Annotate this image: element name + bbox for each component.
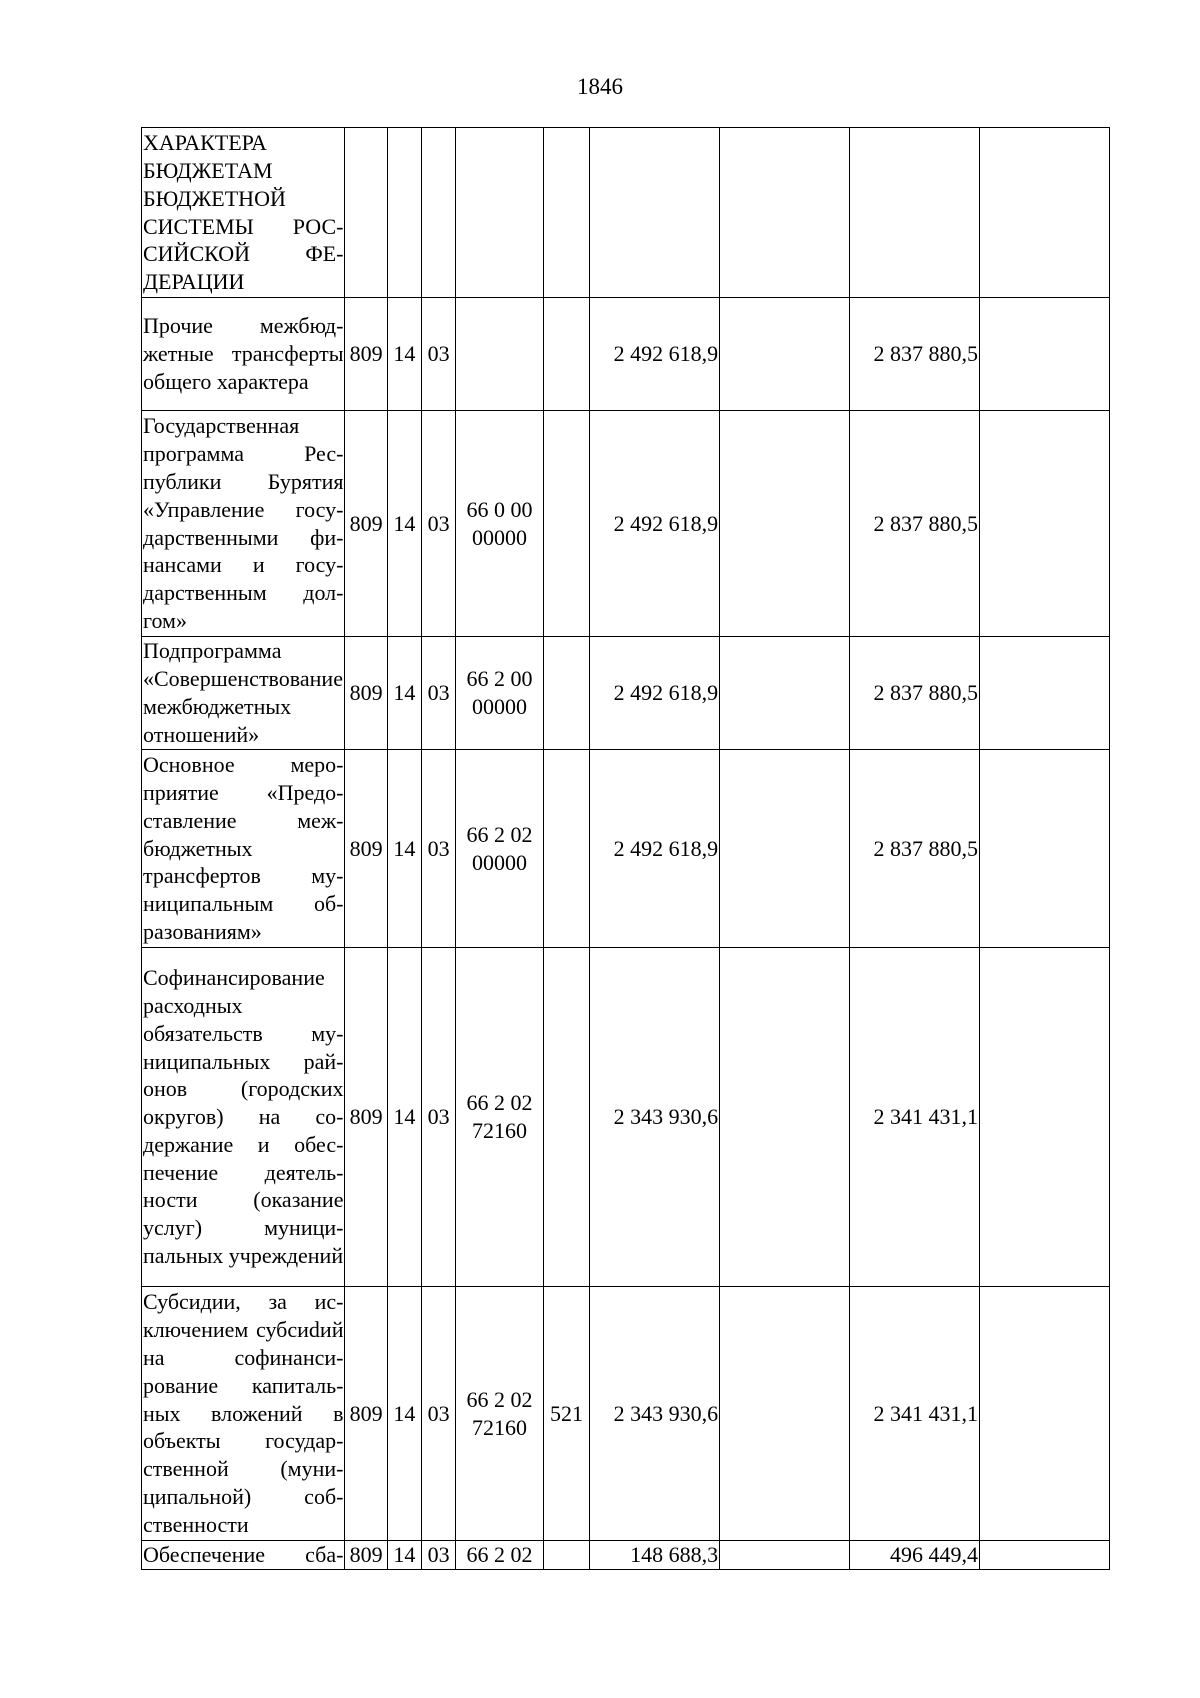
amount-3 — [850, 128, 980, 298]
section-code: 14 — [387, 411, 421, 637]
target-article-code: 66 2 02 72160 — [456, 1287, 544, 1541]
section-code: 14 — [387, 750, 421, 948]
expense-type-code: 521 — [543, 1287, 589, 1541]
row-name: Подпрограмма «Совершенствование межбюджетных отношений» — [142, 637, 345, 750]
expense-type-code — [543, 637, 589, 750]
amount-4 — [980, 1541, 1110, 1570]
section-code: 14 — [387, 1287, 421, 1541]
ministry-code: 809 — [345, 298, 387, 411]
row-name: Прочие межбюджетные трансферты общего характера — [142, 298, 345, 411]
table-row — [142, 1541, 1110, 1570]
subsection-code: 03 — [422, 1287, 456, 1541]
row-name: ХАРАКТЕРА БЮДЖЕТАМ БЮДЖЕТНОЙ СИСТЕМЫ РОССИЙСКОЙ ФЕДЕРАЦИИ — [142, 128, 345, 298]
target-article-code — [456, 298, 544, 411]
table-row — [142, 411, 1110, 637]
table-row — [142, 750, 1110, 948]
amount-2 — [720, 948, 850, 1287]
ministry-code: 809 — [345, 1287, 387, 1541]
expense-type-code — [543, 298, 589, 411]
amount-1: 2 492 618,9 — [590, 411, 720, 637]
amount-2 — [720, 750, 850, 948]
subsection-code: 03 — [422, 750, 456, 948]
target-article-code — [456, 128, 544, 298]
section-code — [387, 128, 421, 298]
amount-2 — [720, 298, 850, 411]
subsection-code: 03 — [422, 1541, 456, 1570]
table-row — [142, 298, 1110, 411]
amount-1: 148 688,3 — [590, 1541, 720, 1570]
amount-1: 2 343 930,6 — [590, 1287, 720, 1541]
section-code: 14 — [387, 1541, 421, 1570]
row-name: Субсидии, за исключением субсиdий на софинансирование капитальных вложений в объекты государственной (муниципальной) собственности — [142, 1287, 345, 1541]
amount-3: 2 837 880,5 — [850, 411, 980, 637]
amount-2 — [720, 1287, 850, 1541]
expense-type-code — [543, 948, 589, 1287]
amount-1: 2 343 930,6 — [590, 948, 720, 1287]
amount-3: 2 341 431,1 — [850, 1287, 980, 1541]
row-name: Основное мероприятие «Предоставление межбюджетных трансфертов муниципальным образованиям» — [142, 750, 345, 948]
amount-4 — [980, 1287, 1110, 1541]
section-code: 14 — [387, 637, 421, 750]
target-article-code: 66 2 00 00000 — [456, 637, 544, 750]
amount-2 — [720, 411, 850, 637]
subsection-code: 03 — [422, 411, 456, 637]
amount-4 — [980, 298, 1110, 411]
table-row — [142, 128, 1110, 298]
ministry-code: 809 — [345, 750, 387, 948]
target-article-code: 66 0 00 00000 — [456, 411, 544, 637]
section-code: 14 — [387, 948, 421, 1287]
amount-3: 2 837 880,5 — [850, 298, 980, 411]
row-name: Государственная программа Республики Бурятия «Управление государственными финансами и государственным долгом» — [142, 411, 345, 637]
table-row — [142, 637, 1110, 750]
ministry-code: 809 — [345, 637, 387, 750]
table-row — [142, 1287, 1110, 1541]
subsection-code: 03 — [422, 948, 456, 1287]
subsection-code: 03 — [422, 637, 456, 750]
budget-table — [141, 127, 1110, 1570]
target-article-code: 66 2 02 72160 — [456, 948, 544, 1287]
expense-type-code — [543, 128, 589, 298]
amount-4 — [980, 637, 1110, 750]
ministry-code: 809 — [345, 411, 387, 637]
amount-2 — [720, 637, 850, 750]
amount-4 — [980, 128, 1110, 298]
amount-4 — [980, 411, 1110, 637]
amount-4 — [980, 750, 1110, 948]
expense-type-code — [543, 411, 589, 637]
subsection-code: 03 — [422, 298, 456, 411]
page-number: 1846 — [577, 74, 623, 99]
amount-2 — [720, 1541, 850, 1570]
ministry-code — [345, 128, 387, 298]
amount-4 — [980, 948, 1110, 1287]
expense-type-code — [543, 1541, 589, 1570]
amount-2 — [720, 128, 850, 298]
amount-1: 2 492 618,9 — [590, 750, 720, 948]
amount-3: 2 837 880,5 — [850, 750, 980, 948]
amount-3: 2 341 431,1 — [850, 948, 980, 1287]
amount-1 — [590, 128, 720, 298]
table-row — [142, 948, 1110, 1287]
row-name: Софинансирование расходных обязательств муниципальных районов (городских округов) на содержание и обеспечение деятельности (оказание услуг) муниципальных учреждений — [142, 948, 345, 1287]
section-code: 14 — [387, 298, 421, 411]
target-article-code: 66 2 02 — [456, 1541, 544, 1570]
amount-3: 2 837 880,5 — [850, 637, 980, 750]
subsection-code — [422, 128, 456, 298]
target-article-code: 66 2 02 00000 — [456, 750, 544, 948]
expense-type-code — [543, 750, 589, 948]
amount-3: 496 449,4 — [850, 1541, 980, 1570]
row-name: Обеспечение сба- — [142, 1541, 345, 1570]
amount-1: 2 492 618,9 — [590, 298, 720, 411]
ministry-code: 809 — [345, 1541, 387, 1570]
ministry-code: 809 — [345, 948, 387, 1287]
amount-1: 2 492 618,9 — [590, 637, 720, 750]
